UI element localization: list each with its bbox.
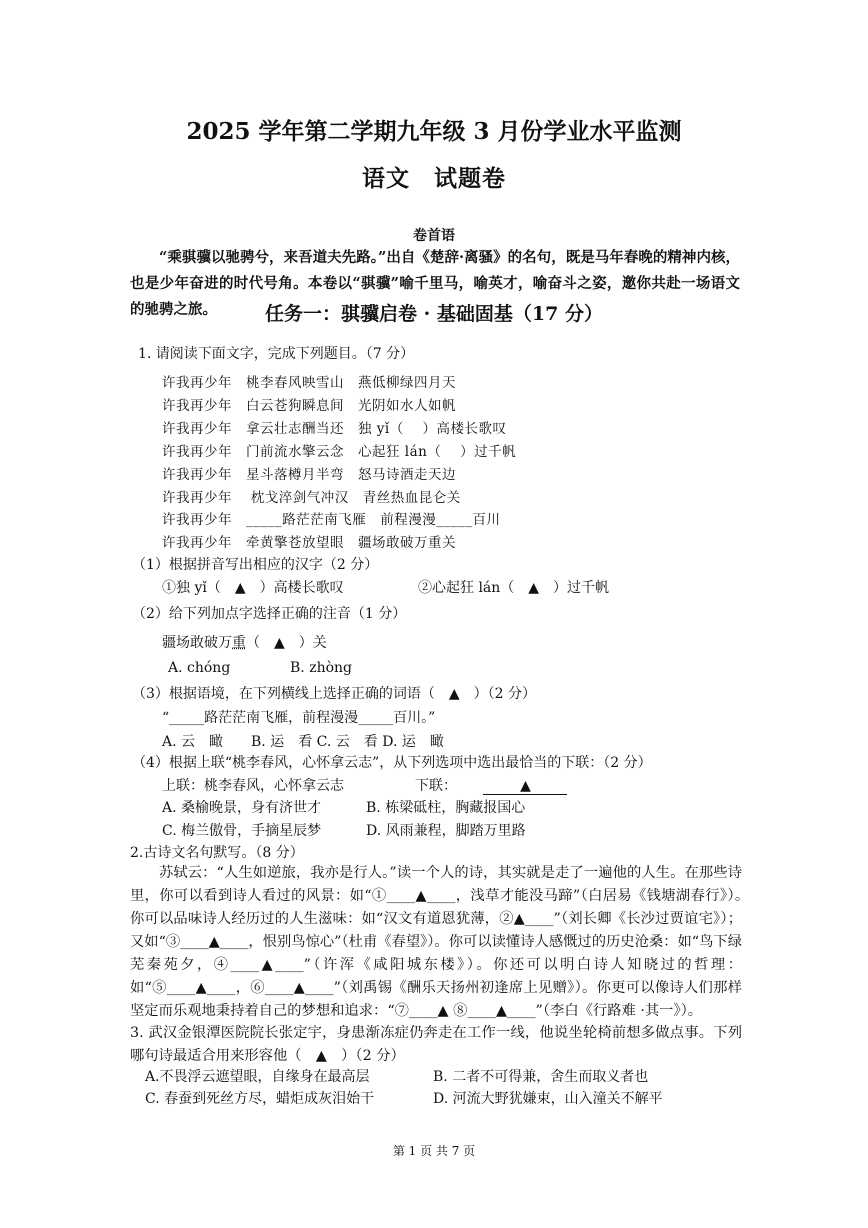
q1-sub1-b: ②心起狂 lán（ ▲ ）过千帆 — [418, 580, 610, 596]
q1-sub4-option-d: D. 风雨兼程，脚踏万里路 — [366, 823, 526, 839]
q1-sub2-option-b: B. zhòng — [290, 660, 352, 676]
q1-sub4-stem: （4）根据上联“桃李春风，心怀拿云志”，从下列选项中选出最恰当的下联：（2 分） — [132, 755, 652, 771]
poem-segment: 许我再少年 — [162, 489, 232, 506]
task1-heading: 任务一：骐骥启卷 · 基础固基（17 分） — [265, 303, 603, 325]
poem-segment: 许我再少年 — [162, 420, 232, 437]
poem-segment: 许我再少年 — [162, 512, 232, 529]
poem-line — [162, 508, 515, 528]
q1-sub4-upper: 上联：桃李春风，心怀拿云志 — [162, 778, 344, 794]
poem-segment: 枕戈淬剑气冲汉 — [246, 489, 349, 506]
q1-stem: 1. 请阅读下面文字，完成下列题目。（7 分） — [138, 346, 415, 362]
q3-option-a: A.不畏浮云遮望眼，自缘身在最高层 — [145, 1069, 370, 1085]
poem-segment: 怒马诗酒走天边 — [358, 466, 456, 483]
q1-sub4-option-a: A. 桑榆晚景，身有济世才 — [162, 800, 322, 816]
q1-sub4-option-b: B. 栋梁砥柱，胸藏报国心 — [366, 800, 526, 816]
poem-segment: 许我再少年 — [162, 397, 232, 414]
poem-segment: 青丝热血昆仑关 — [362, 489, 461, 506]
q1-sub4-lower — [415, 775, 567, 795]
q1-sub1-a: ①独 yǐ（ ▲ ）高楼长歌叹 — [162, 580, 344, 596]
poem-line — [162, 417, 521, 437]
q1-sub1-stem: （1）根据拼音写出相应的汉字（2 分） — [132, 557, 379, 573]
poem-segment: 白云苍狗瞬息间 — [246, 397, 344, 414]
lower-label: 下联： — [415, 778, 457, 794]
poem-line — [162, 394, 470, 414]
page-number: 第 1 页 共 7 页 — [392, 1144, 476, 1158]
poem-line — [162, 440, 530, 460]
poem-segment: 拿云壮志酬当还 — [246, 420, 344, 437]
q1-sub2-stem: （2）给下列加点字选择正确的注音（1 分） — [132, 606, 407, 622]
page-subtitle: 语文 试题卷 — [362, 165, 506, 192]
poem-segment: 门前流水擎云念 — [246, 443, 344, 460]
poem-segment: 燕低柳绿四月天 — [358, 375, 456, 391]
poem-segment: 疆场敢破万重关 — [358, 535, 456, 552]
q3-option-c: C. 春蚕到死丝方尽，蜡炬成灰泪始干 — [145, 1091, 375, 1107]
page-title: 2025 学年第二学期九年级 3 月份学业水平监测 — [186, 118, 682, 145]
phrase-pre: 疆场敢破万 — [162, 635, 232, 651]
q2-stem: 2.古诗文名句默写。（8 分） — [130, 845, 304, 861]
preface-heading: 卷首语 — [413, 228, 455, 244]
poem-segment: 许我再少年 — [162, 443, 232, 460]
triangle-mark: ▲ — [520, 778, 531, 794]
poem-line — [162, 531, 470, 551]
q1-sub4-option-c: C. 梅兰傲骨，手摘星辰梦 — [162, 823, 322, 839]
poem-segment: 星斗落樽月半弯 — [246, 466, 344, 483]
phrase-dotted-char: 重 — [232, 635, 246, 651]
poem-segment: 光阴如水人如帆 — [358, 397, 456, 414]
q2-paragraph: 苏轼云：“人生如逆旅，我亦是行人。”读一个人的诗，其实就是走了一遍他的人生。在那些诗里，你可以看到诗人看过的风景：如“①____▲____，浅草才能没马蹄”（白居易《钱塘湖春行》）。 你可以品味诗人经历过的人生滋味：如“汉文有道恩犹薄，②▲____”（刘长卿《长沙过贾谊宅》）；又如“③____▲____，恨别鸟惊心”（杜甫《春望》）。你可以读懂诗人感慨过的历史沧桑：如“鸟下绿芜秦苑夕，④____▲____”（许浑《咸阳城东楼》）。你还可以明白诗人知晓过的哲理：如“⑤____▲____，⑥____▲____”（刘禹锡《酬乐天扬州初逢席上见赠》）。你更可以像诗人们那样坚定而乐观地秉持着自己的梦想和追求：“⑦____▲ ⑧____▲____”（李白《行路难 ·其一》）。 — [130, 865, 757, 1019]
preface-paragraph: “乘骐骥以驰骋兮，来吾道夫先路。”出自《楚辞·离骚》的名句，既是马年春晚的精神内核，也是少年奋进的时代号角。本卷以“骐骥”喻千里马，喻英才，喻奋斗之姿，邀你共赴一场语文的驰骋之旅。 — [130, 249, 740, 318]
poem-segment: 心起狂 lán（ ）过千帆 — [358, 443, 517, 460]
q1-sub3-options: A. 云 瞰 B. 运 看 C. 云 看 D. 运 瞰 — [162, 734, 444, 750]
q3-option-b: B. 二者不可得兼，舍生而取义者也 — [433, 1069, 649, 1085]
q3-stem: 3. 武汉金银潭医院院长张定宇，身患渐冻症仍奔走在工作一线，他说坐轮椅前想多做点事。下列哪句诗最适合用来形容他（ ▲ ）（2 分） — [130, 1025, 742, 1064]
q3-option-d: D. 河流大野犹嫌束，山入潼关不解平 — [433, 1091, 663, 1107]
poem-line — [162, 463, 470, 483]
q1-sub3-stem: （3）根据语境，在下列横线上选择正确的词语（ ▲ ）（2 分） — [132, 686, 537, 702]
poem-segment: 许我再少年 — [162, 466, 232, 483]
poem-segment: 桃李春风映雪山 — [246, 375, 344, 391]
poem-line — [162, 486, 475, 506]
q1-sub3-quote: “_____路茫茫南飞雁，前程漫漫_____百川。” — [162, 710, 436, 726]
poem-segment: 前程漫漫_____百川 — [380, 512, 501, 529]
poem-segment: 独 yǐ（ ）高楼长歌叹 — [358, 420, 507, 437]
q1-sub2-option-a: A. chóng — [168, 660, 231, 676]
poem-line — [162, 371, 470, 391]
poem-segment: 牵黄擎苍放望眼 — [246, 535, 344, 552]
poem-segment: 许我再少年 — [162, 535, 232, 552]
poem-segment: 许我再少年 — [162, 375, 232, 391]
poem-segment: _____路茫茫南飞雁 — [246, 512, 367, 529]
q1-sub2-phrase — [162, 632, 327, 652]
answer-blank — [483, 778, 567, 795]
phrase-post: （ ▲ ）关 — [246, 635, 327, 651]
